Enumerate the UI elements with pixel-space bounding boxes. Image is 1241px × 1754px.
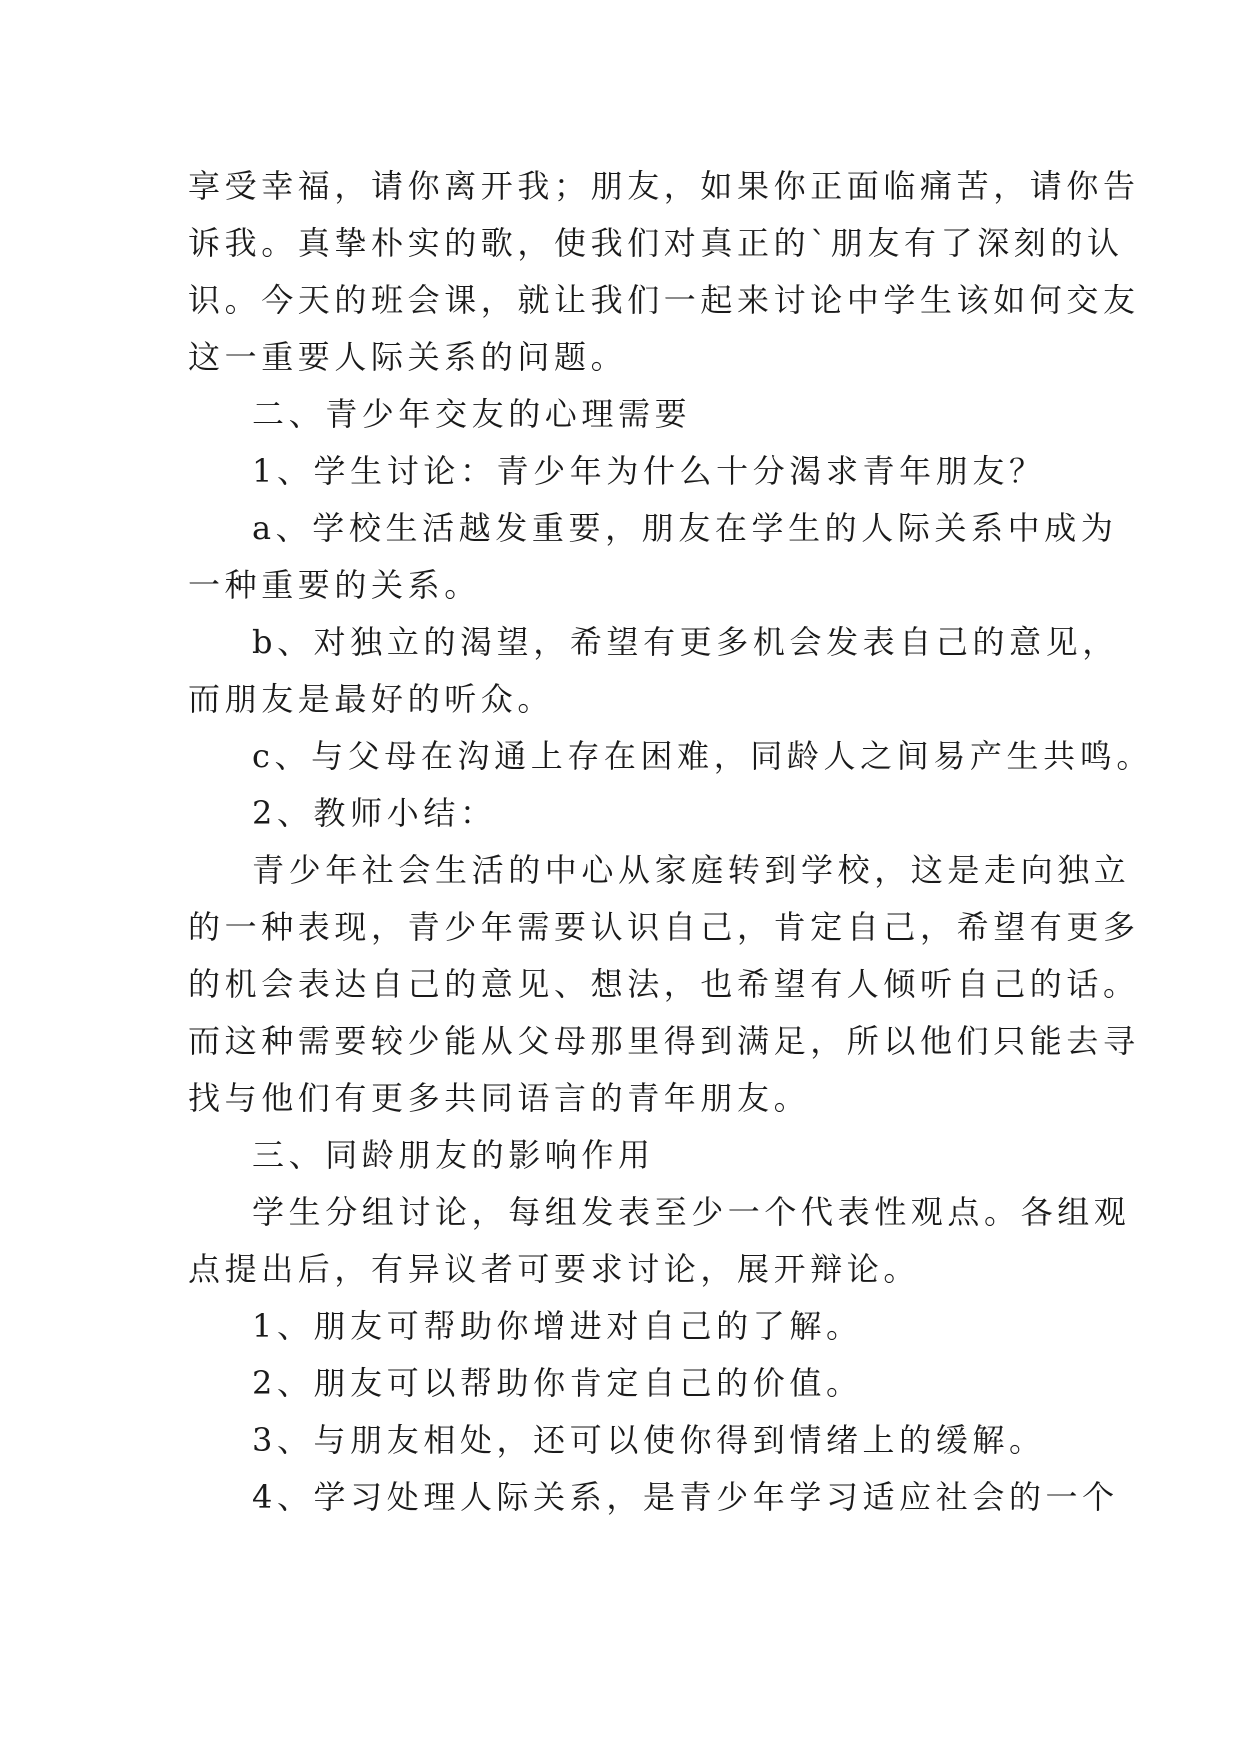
section-heading: 三、同龄朋友的影响作用 <box>252 1136 655 1174</box>
paragraph-line: 而朋友是最好的听众。 <box>188 680 555 718</box>
list-item: b、对独立的渴望，希望有更多机会发表自己的意见， <box>252 623 1119 661</box>
list-item: c、与父母在沟通上存在困难，同龄人之间易产生共鸣。 <box>252 737 1153 775</box>
paragraph-line: 找与他们有更多共同语言的青年朋友。 <box>188 1079 811 1117</box>
paragraph-line: 而这种需要较少能从父母那里得到满足，所以他们只能去寻 <box>188 1022 1140 1060</box>
list-item: a、学校生活越发重要，朋友在学生的人际关系中成为 <box>252 509 1118 547</box>
paragraph-line: 享受幸福，请你离开我；朋友，如果你正面临痛苦，请你告 <box>188 167 1140 205</box>
list-item: 1、朋友可帮助你增进对自己的了解。 <box>252 1307 863 1345</box>
paragraph-line: 识。今天的班会课，就让我们一起来讨论中学生该如何交友 <box>188 281 1140 319</box>
section-heading: 二、青少年交友的心理需要 <box>252 395 692 433</box>
list-item: 1、学生讨论：青少年为什么十分渴求青年朋友？ <box>252 452 1046 490</box>
paragraph-line: 的机会表达自己的意见、想法，也希望有人倾听自己的话。 <box>188 965 1140 1003</box>
paragraph-line: 诉我。真挚朴实的歌，使我们对真正的`朋友有了深刻的认 <box>188 224 1124 262</box>
list-item: 2、教师小结： <box>252 794 497 832</box>
paragraph-line: 学生分组讨论，每组发表至少一个代表性观点。各组观 <box>252 1193 1131 1231</box>
paragraph-line: 一种重要的关系。 <box>188 566 481 604</box>
list-item: 3、与朋友相处，还可以使你得到情绪上的缓解。 <box>252 1421 1046 1459</box>
paragraph-line: 青少年社会生活的中心从家庭转到学校，这是走向独立 <box>252 851 1131 889</box>
paragraph-line: 的一种表现，青少年需要认识自己，肯定自己，希望有更多 <box>188 908 1140 946</box>
paragraph-line: 点提出后，有异议者可要求讨论，展开辩论。 <box>188 1250 921 1288</box>
paragraph-line: 这一重要人际关系的问题。 <box>188 338 628 376</box>
list-item: 4、学习处理人际关系，是青少年学习适应社会的一个 <box>252 1478 1119 1516</box>
list-item: 2、朋友可以帮助你肯定自己的价值。 <box>252 1364 863 1402</box>
